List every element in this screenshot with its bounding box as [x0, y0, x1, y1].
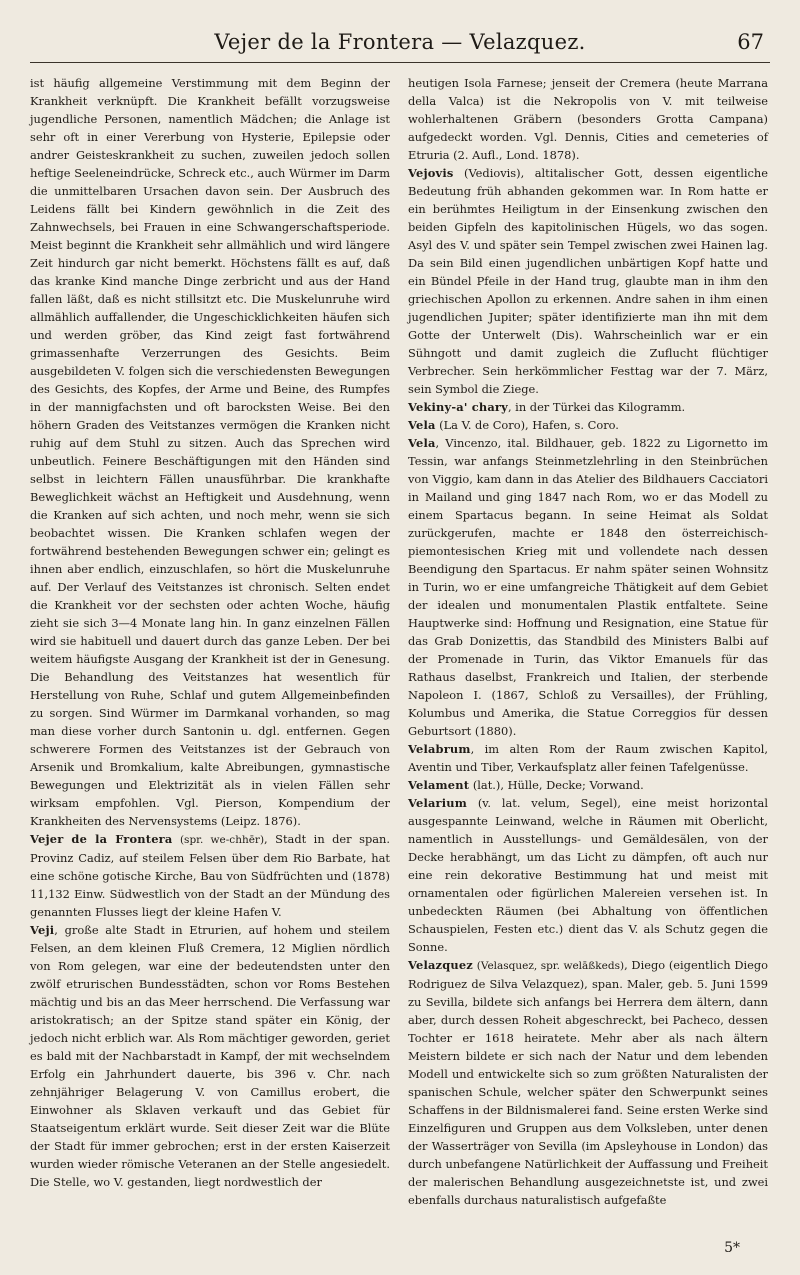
entry-text: , im alten Rom der Raum zwischen Kapitol, Aventin und Tiber, Verkaufsplatz aller feinen Tafelgenüsse. [408, 742, 768, 774]
dictionary-entry [30, 830, 390, 921]
entry-headword: Vela [408, 418, 436, 432]
entry-headword: Vela [408, 436, 436, 450]
entry-headword: Velament [408, 778, 470, 792]
dictionary-entry [408, 794, 768, 956]
page-number: 67 [737, 30, 764, 54]
entry-text: , Vincenzo, ital. Bildhauer, geb. 1822 zu Ligornetto im Tessin, war anfangs Steinmetzlehrling in den Steinbrüchen von Viggio, kam dann in das Atelier des Bildhauers Cacciatori in Mailand und ging 1847 nach Rom, wo er das Modell zu einem Spartacus begann. In seine Heimat als Soldat zurückgerufen, machte er 1848 den österreichisch-piemontesischen Krieg mit und vollendete nach dessen Beendigung den Spartacus. Er nahm später seinen Wohnsitz in Turin, wo er eine umfangreiche Thätigkeit auf dem Gebiet der idealen und monumentalen Plastik entfaltete. Seine Hauptwerke sind: Hoffnung und Resignation, eine Statue für das Grab Donizettis, das Standbild des Ministers Balbi auf der Promenade in Turin, das Viktor Emanuels für das Rathaus daselbst, Frankreich und Italien, der sterbende Napoleon I. (1867, Schloß zu Versailles), der Frühling, Kolumbus und Amerika, die Statue Correggios für dessen Geburtsort (1880). [408, 436, 768, 738]
dictionary-entry [408, 740, 768, 776]
entry-headword: Velarium [408, 796, 468, 810]
entry-pronunciation: (spr. we-chhēr) [179, 834, 265, 846]
sheet-signature: 5* [724, 1240, 740, 1256]
header-rule [30, 62, 770, 63]
dictionary-entry [408, 416, 768, 434]
entry-headword: Vejovis [408, 166, 454, 180]
entry-text: , in der Türkei das Kilogramm. [507, 400, 686, 414]
entry-text: , Stadt in der span. Provinz Cadiz, auf steilem Felsen über dem Rio Barbate, hat eine schöne gotische Kirche, Bau von Südfrüchten und (1878) 11,132 Einw. Südwestlich von der Stadt an der Mündung des genannten Flusses liegt der kleine Hafen V. [30, 832, 390, 919]
entry-headword: Vejer de la Frontera [30, 832, 173, 846]
dictionary-entry [30, 921, 390, 1191]
entry-headword: Velazquez [408, 958, 473, 972]
entry-text: (lat.), Hülle, Decke; Vorwand. [469, 778, 644, 792]
entry-text: , Diego (eigentlich Diego Rodriguez de Silva Velazquez), span. Maler, geb. 5. Juni 1599 zu Sevilla, bildete sich anfangs bei Herrera dem ältern, dann aber, durch dessen Roheit abgeschreckt, bei Pacheco, dessen Tochter er 1618 heiratete. Mehr aber als nach ältern Meistern bildete er sich nach der Natur und dem lebenden Modell und entwickelte sich so zum größten Naturalisten der spanischen Schule, welcher später den Schwerpunkt seines Schaffens in der Bildnismalerei fand. Seine ersten Werke sind Einzelfiguren und Gruppen aus dem Volksleben, unter denen der Wasserträger von Sevilla (im Apsleyhouse in London) das durch unbefangene Natürlichkeit der Auffassung und Freiheit der malerischen Behandlung ausgezeichnetste ist, und zwei ebenfalls durchaus naturalistisch aufgefaßte [408, 958, 769, 1207]
page-title: Vejer de la Frontera — Velazquez. [214, 30, 586, 54]
entry-text: , große alte Stadt in Etrurien, auf hohem und steilem Felsen, an dem kleinen Fluß Cremera, 12 Miglien nördlich von Rom gelegen, war eine der bedeutendsten unter den zwölf etrurischen Bundesstädten, schon vor Roms Bestehen mächtig und bis an das Meer herrschend. Die Verfassung war aristokratisch; an der Spitze stand später ein König, der jedoch nicht erblich war. Als Rom mächtiger geworden, geriet es bald mit der Nachbarstadt in Kampf, der mit wechselndem Erfolg ein Jahrhundert dauerte, bis 396 v. Chr. nach zehnjähriger Belagerung V. von Camillus erobert, die Einwohner als Sklaven verkauft und das Gebiet für Staatseigentum erklärt wurde. Seit dieser Zeit war die Blüte der Stadt für immer gebrochen; erst in der ersten Kaiserzeit wurden wieder römische Veteranen an der Stelle angesiedelt. Die Stelle, wo V. gestanden, liegt nordwestlich der [30, 923, 390, 1189]
entry-pronunciation: (Velasquez, spr. welāßkeds) [476, 960, 625, 972]
entry-text: (v. lat. velum, Segel), eine meist horizontal ausgespannte Leinwand, welche in Räumen mit Oberlicht, namentlich in Ausstellungs- und Gemäldesälen, von der Decke herabhängt, um das Licht zu dämpfen, oft auch nur eine rein dekorative Bestimmung hat und meist mit ornamentalen oder figürlichen Malereien versehen ist. In unbedeckten Räumen (bei Abhaltung von öffentlichen Schauspielen, Festen etc.) dient das V. als Schutz gegen die Sonne. [408, 796, 768, 954]
dictionary-entry [408, 434, 768, 740]
dictionary-entry [408, 398, 768, 416]
dictionary-entry [408, 776, 768, 794]
entry-headword: Velabrum [408, 742, 471, 756]
right-column [408, 74, 768, 1209]
running-head [0, 0, 800, 72]
continued-text: ist häufig allgemeine Verstimmung mit dem Beginn der Krankheit verknüpft. Die Krankheit befällt vorzugsweise jugendliche Personen, namentlich Mädchen; die Anlage ist sehr oft in einer Vererbung von Hysterie, Epilepsie oder andrer Geisteskrankheit zu suchen, zuweilen jedoch sollen heftige Seeleneindrücke, Schreck etc., auch Würmer im Darm die unmittelbaren Ursachen davon sein. Der Ausbruch des Leidens fällt bei Kindern gewöhnlich in die Zeit des Zahnwechsels, bei Frauen in eine Schwangerschaftsperiode. Meist beginnt die Krankheit sehr allmählich und wird längere Zeit hindurch gar nicht bemerkt. Höchstens fällt es auf, daß das kranke Kind manche Dinge zerbricht und aus der Hand fallen läßt, daß es nicht stillsitzt etc. Die Muskelunruhe wird allmählich auffallender, die Ungeschicklichkeiten häufen sich und werden gröber, das Kind zeigt fast fortwährend grimassenhafte Verzerrungen des Gesichts. Beim ausgebildeten V. folgen sich die verschiedensten Bewegungen des Gesichts, des Kopfes, der Arme und Beine, des Rumpfes in der mannigfachsten und oft barocksten Weise. Bei den höhern Graden des Veitstanzes vermögen die Kranken nicht ruhig auf dem Stuhl zu sitzen. Auch das Sprechen wird unbeutlich. Feinere Beschäftigungen mit den Händen sind selbst in leichtern Fällen unausführbar. Die krankhafte Beweglichkeit wächst an Heftigkeit und Ausdehnung, wenn die Kranken auf sich achten, und noch mehr, wenn sie sich beobachtet wissen. Die Kranken schlafen wegen der fortwährend bestehenden Bewegungen schwer ein; gelingt es ihnen aber endlich, einzuschlafen, so hört die Muskelunruhe auf. Der Verlauf des Veitstanzes ist chronisch. Selten endet die Krankheit vor der sechsten oder achten Woche, häufig zieht sie sich 3—4 Monate lang hin. In ganz einzelnen Fällen wird sie habituell und dauert durch das ganze Leben. Der bei weitem häufigste Ausgang der Krankheit ist der in Genesung. Die Behandlung des Veitstanzes hat wesentlich für Herstellung von Ruhe, Schlaf und gutem Allgemeinbefinden zu sorgen. Sind Würmer im Darmkanal vorhanden, so mag man diese vorher durch Santonin u. dgl. entfernen. Gegen schwerere Formen des Veitstanzes ist der Gebrauch von Arsenik und Bromkalium, kalte Abreibungen, gymnastische Bewegungen und Elektrizität als in vielen Fällen sehr wirksam empfohlen. Vgl. Pierson, Kompendium der Krankheiten des Nervensystems (Leipz. 1876). [30, 76, 390, 828]
dictionary-entry [408, 956, 768, 1209]
entry-headword: Veji [30, 923, 55, 937]
dictionary-entry [408, 164, 768, 398]
entry-text: (La V. de Coro), Hafen, s. Coro. [435, 418, 619, 432]
entry-text: (Vediovis), altitalischer Gott, dessen eigentliche Bedeutung früh abhanden gekommen war. In Rom hatte er ein berühmtes Heiligtum in der Einsenkung zwischen den beiden Gipfeln des kapitolinischen Hügels, wo das sogen. Asyl des V. und später sein Tempel zwischen zwei Hainen lag. Da sein Bild einen jugendlichen unbärtigen Kopf hatte und ein Bündel Pfeile in der Hand trug, glaubte man in ihm den griechischen Apollon zu erkennen. Andre sahen in ihm einen jugendlichen Jupiter; später identifizierte man ihn mit dem Gotte der Unterwelt (Dis). Wahrscheinlich war er ein Sühngott und damit zugleich die Zuflucht flüchtiger Verbrecher. Sein herkömmlicher Festtag war der 7. März, sein Symbol die Ziege. [408, 166, 768, 396]
left-column [30, 74, 390, 1191]
entry-headword: Vekiny-a' chary [408, 400, 508, 414]
continued-text: heutigen Isola Farnese; jenseit der Cremera (heute Marrana della Valca) ist die Nekropolis von V. mit teilweise wohlerhaltenen Gräbern (besonders Grotta Campana) aufgedeckt worden. Vgl. Dennis, Cities and cemeteries of Etruria (2. Aufl., Lond. 1878). [408, 76, 768, 162]
